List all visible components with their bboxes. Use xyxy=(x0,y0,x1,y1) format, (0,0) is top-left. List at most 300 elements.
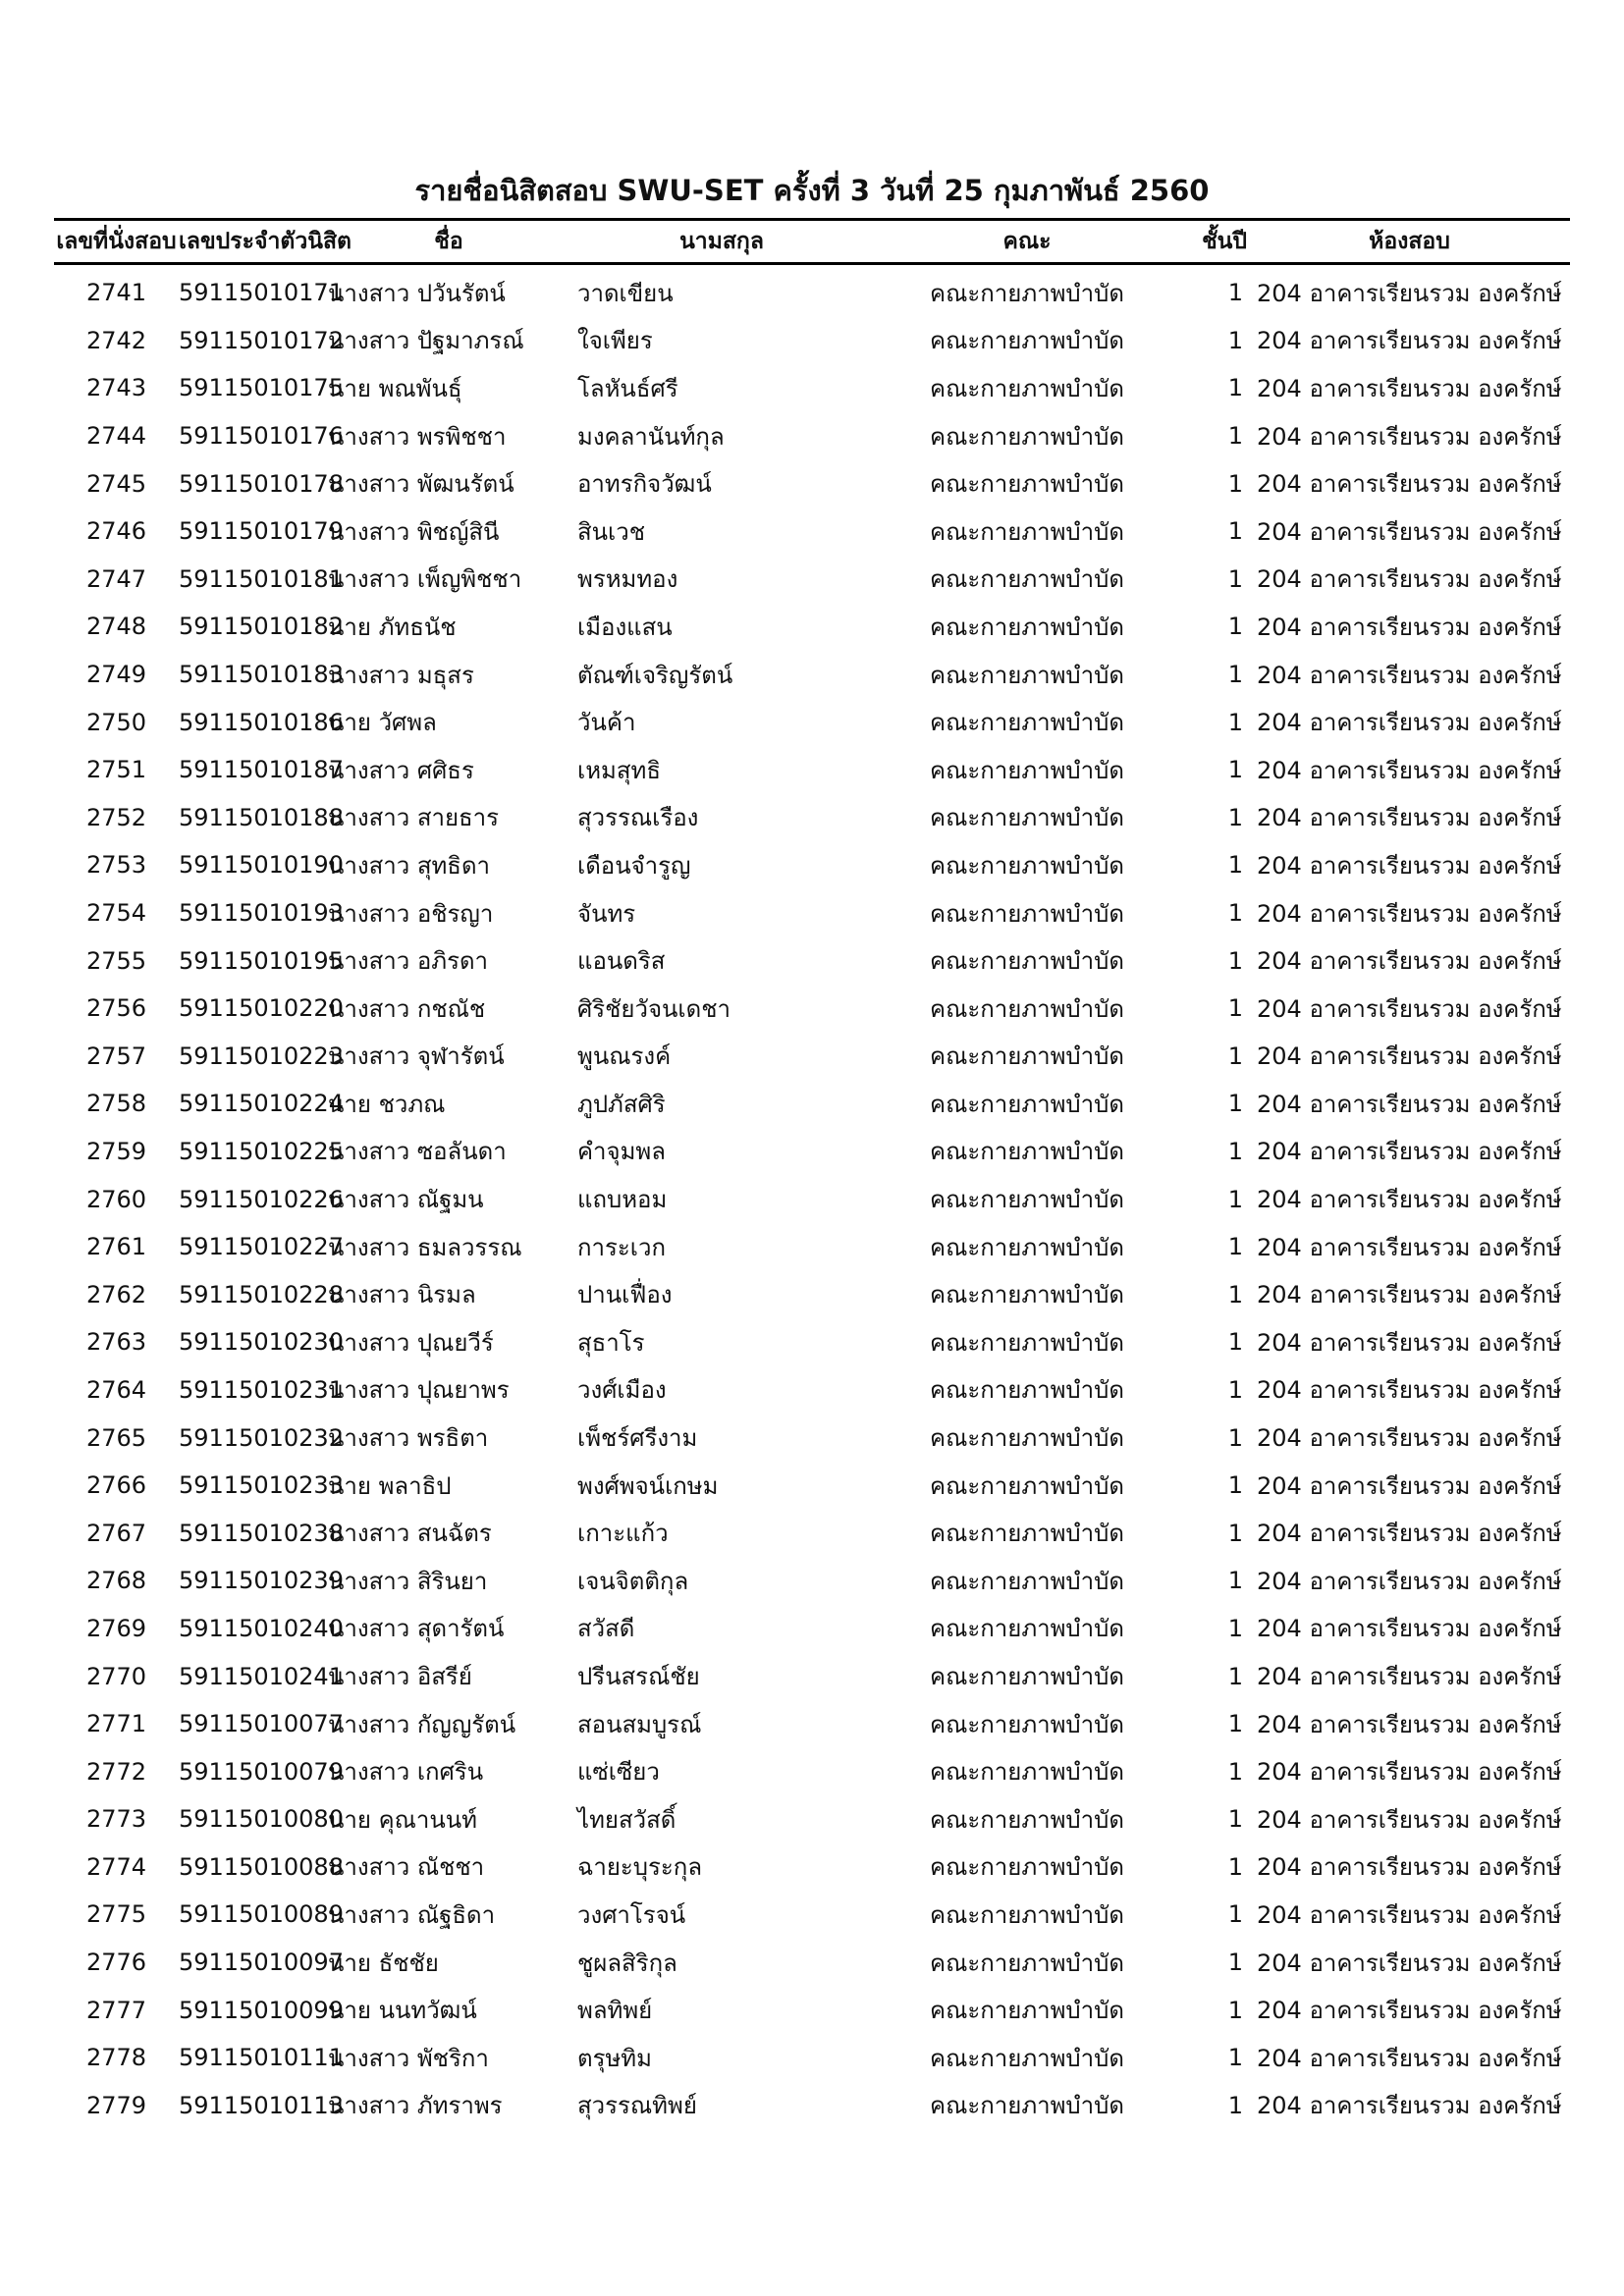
faculty-cell: คณะกายภาพบำบัด xyxy=(930,1615,1124,1643)
year-cell: 1 xyxy=(1227,994,1243,1023)
seat-number-cell: 2769 xyxy=(85,1614,147,1642)
first-name-cell: นาย คุณานนท์ xyxy=(328,1805,478,1834)
year-cell: 1 xyxy=(1227,279,1243,307)
table-row xyxy=(54,507,1570,556)
year-cell: 1 xyxy=(1227,1423,1243,1452)
surname-cell: วงศ์เมือง xyxy=(577,1376,667,1405)
year-cell: 1 xyxy=(1227,469,1243,498)
seat-number-cell: 2778 xyxy=(85,2044,147,2072)
faculty-cell: คณะกายภาพบำบัด xyxy=(930,1471,1124,1500)
student-id-cell: 59115010089 xyxy=(179,1900,344,1929)
student-id-cell: 59115010226 xyxy=(179,1185,344,1213)
faculty-cell: คณะกายภาพบำบัด xyxy=(930,661,1124,689)
table-row xyxy=(54,1223,1570,1271)
seat-number-cell: 2757 xyxy=(85,1041,147,1070)
seat-number-cell: 2767 xyxy=(85,1519,147,1547)
faculty-cell: คณะกายภาพบำบัด xyxy=(930,2044,1124,2072)
exam-room-cell: 204 อาคารเรียนรวม องครักษ์ xyxy=(1257,1900,1562,1929)
faculty-cell: คณะกายภาพบำบัด xyxy=(930,565,1124,594)
year-cell: 1 xyxy=(1227,1949,1243,1977)
faculty-cell: คณะกายภาพบำบัด xyxy=(930,994,1124,1023)
surname-cell: เพ็ชร์ศรีงาม xyxy=(577,1424,698,1453)
surname-cell: ตรุษทิม xyxy=(577,2044,652,2072)
faculty-cell: คณะกายภาพบำบัด xyxy=(930,1900,1124,1929)
student-id-cell: 59115010172 xyxy=(179,326,344,354)
surname-cell: สอนสมบูรณ์ xyxy=(577,1710,702,1738)
surname-cell: ภูปภัสศิริ xyxy=(577,1090,666,1118)
student-id-cell: 59115010193 xyxy=(179,899,344,928)
seat-number-cell: 2753 xyxy=(85,851,147,880)
seat-number-cell: 2746 xyxy=(85,517,147,546)
faculty-cell: คณะกายภาพบำบัด xyxy=(930,709,1124,737)
first-name-cell: นางสาว จุฬารัตน์ xyxy=(328,1042,505,1071)
student-id-cell: 59115010077 xyxy=(179,1710,344,1738)
year-cell: 1 xyxy=(1227,1137,1243,1165)
student-id-cell: 59115010181 xyxy=(179,564,344,593)
year-cell: 1 xyxy=(1227,422,1243,451)
table-row xyxy=(54,889,1570,937)
seat-number-cell: 2773 xyxy=(85,1805,147,1834)
faculty-cell: คณะกายภาพบำบัด xyxy=(930,1090,1124,1118)
page-title: รายชื่อนิสิตสอบ SWU-SET ครั้งที่ 3 วันที่ 25 กุมภาพันธ์ 2560 xyxy=(414,174,1210,207)
exam-room-cell: 204 อาคารเรียนรวม องครักษ์ xyxy=(1257,661,1562,689)
first-name-cell: นางสาว สุดารัตน์ xyxy=(328,1615,505,1643)
seat-number-cell: 2768 xyxy=(85,1567,147,1595)
table-row xyxy=(54,1270,1570,1318)
first-name-cell: นางสาว มธุสร xyxy=(328,661,474,689)
faculty-cell: คณะกายภาพบำบัด xyxy=(930,851,1124,880)
seat-number-cell: 2760 xyxy=(85,1185,147,1213)
first-name-cell: นางสาว ปวันรัตน์ xyxy=(328,279,506,307)
exam-room-cell: 204 อาคารเรียนรวม องครักษ์ xyxy=(1257,1090,1562,1118)
year-cell: 1 xyxy=(1227,1710,1243,1738)
surname-cell: เดือนจำรูญ xyxy=(577,851,691,880)
exam-room-cell: 204 อาคารเรียนรวม องครักษ์ xyxy=(1257,1663,1562,1691)
surname-cell: พลทิพย์ xyxy=(577,1997,653,2025)
student-id-cell: 59115010171 xyxy=(179,279,344,307)
faculty-cell: คณะกายภาพบำบัด xyxy=(930,279,1124,307)
year-cell: 1 xyxy=(1227,613,1243,641)
student-id-cell: 59115010111 xyxy=(179,2044,344,2072)
seat-number-cell: 2756 xyxy=(85,994,147,1023)
table-row xyxy=(54,1033,1570,1081)
surname-cell: พูนณรงค์ xyxy=(577,1042,672,1071)
faculty-cell: คณะกายภาพบำบัด xyxy=(930,1042,1124,1071)
year-cell: 1 xyxy=(1227,1375,1243,1404)
first-name-cell: นางสาว อชิรญา xyxy=(328,899,494,928)
seat-number-cell: 2750 xyxy=(85,708,147,736)
year-cell: 1 xyxy=(1227,1233,1243,1261)
first-name-cell: นางสาว ภัทราพร xyxy=(328,2092,503,2120)
seat-number-cell: 2761 xyxy=(85,1233,147,1261)
header-year: ชั้นปี xyxy=(1184,220,1249,264)
faculty-cell: คณะกายภาพบำบัด xyxy=(930,1853,1124,1882)
student-id-cell: 59115010188 xyxy=(179,803,344,831)
first-name-cell: นางสาว ธมลวรรณ xyxy=(328,1233,522,1261)
exam-room-cell: 204 อาคารเรียนรวม องครักษ์ xyxy=(1257,374,1562,402)
first-name-cell: นางสาว ณัฐมน xyxy=(328,1186,484,1214)
year-cell: 1 xyxy=(1227,1900,1243,1929)
faculty-cell: คณะกายภาพบำบัด xyxy=(930,1567,1124,1595)
student-id-cell: 59115010228 xyxy=(179,1280,344,1308)
first-name-cell: นางสาว สนฉัตร xyxy=(328,1520,492,1548)
table-row xyxy=(54,1509,1570,1557)
year-cell: 1 xyxy=(1227,517,1243,546)
seat-number-cell: 2764 xyxy=(85,1375,147,1404)
exam-room-cell: 204 อาคารเรียนรวม องครักษ์ xyxy=(1257,1567,1562,1595)
exam-roster-table xyxy=(54,218,1570,2129)
table-row xyxy=(54,1795,1570,1843)
student-id-cell: 59115010227 xyxy=(179,1233,344,1261)
student-id-cell: 59115010179 xyxy=(179,517,344,546)
exam-room-cell: 204 อาคารเรียนรวม องครักษ์ xyxy=(1257,422,1562,451)
year-cell: 1 xyxy=(1227,851,1243,880)
exam-room-cell: 204 อาคารเรียนรวม องครักษ์ xyxy=(1257,756,1562,784)
surname-cell: ศิริชัยวัจนเดชา xyxy=(577,994,731,1023)
year-cell: 1 xyxy=(1227,1996,1243,2024)
faculty-cell: คณะกายภาพบำบัด xyxy=(930,1186,1124,1214)
student-id-cell: 59115010175 xyxy=(179,374,344,402)
faculty-cell: คณะกายภาพบำบัด xyxy=(930,422,1124,451)
year-cell: 1 xyxy=(1227,946,1243,975)
year-cell: 1 xyxy=(1227,1852,1243,1881)
surname-cell: สุวรรณทิพย์ xyxy=(577,2092,697,2120)
seat-number-cell: 2758 xyxy=(85,1090,147,1118)
faculty-cell: คณะกายภาพบำบัด xyxy=(930,1281,1124,1309)
exam-room-cell: 204 อาคารเรียนรวม องครักษ์ xyxy=(1257,1805,1562,1834)
faculty-cell: คณะกายภาพบำบัด xyxy=(930,804,1124,832)
table-row xyxy=(54,1318,1570,1366)
exam-room-cell: 204 อาคารเรียนรวม องครักษ์ xyxy=(1257,1186,1562,1214)
first-name-cell: นางสาว ณัชชา xyxy=(328,1853,485,1882)
faculty-cell: คณะกายภาพบำบัด xyxy=(930,470,1124,499)
seat-number-cell: 2747 xyxy=(85,564,147,593)
surname-cell: วงศาโรจน์ xyxy=(577,1900,686,1929)
year-cell: 1 xyxy=(1227,2044,1243,2072)
exam-room-cell: 204 อาคารเรียนรวม องครักษ์ xyxy=(1257,1949,1562,1977)
exam-room-cell: 204 อาคารเรียนรวม องครักษ์ xyxy=(1257,947,1562,976)
exam-room-cell: 204 อาคารเรียนรวม องครักษ์ xyxy=(1257,1424,1562,1453)
header-seat-number: เลขที่นั่งสอบ xyxy=(54,220,179,264)
year-cell: 1 xyxy=(1227,2091,1243,2119)
faculty-cell: คณะกายภาพบำบัด xyxy=(930,1663,1124,1691)
faculty-cell: คณะกายภาพบำบัด xyxy=(930,613,1124,641)
surname-cell: ไทยสวัสดิ์ xyxy=(577,1805,677,1834)
faculty-cell: คณะกายภาพบำบัด xyxy=(930,517,1124,546)
student-id-cell: 59115010230 xyxy=(179,1328,344,1357)
student-id-cell: 59115010088 xyxy=(179,1852,344,1881)
table-row xyxy=(54,459,1570,507)
year-cell: 1 xyxy=(1227,803,1243,831)
year-cell: 1 xyxy=(1227,326,1243,354)
seat-number-cell: 2759 xyxy=(85,1137,147,1165)
faculty-cell: คณะกายภาพบำบัด xyxy=(930,1376,1124,1405)
seat-number-cell: 2744 xyxy=(85,422,147,451)
student-id-cell: 59115010220 xyxy=(179,994,344,1023)
exam-room-cell: 204 อาคารเรียนรวม องครักษ์ xyxy=(1257,470,1562,499)
surname-cell: จันทร xyxy=(577,899,636,928)
table-row xyxy=(54,1128,1570,1176)
surname-cell: พรหมทอง xyxy=(577,565,678,594)
seat-number-cell: 2762 xyxy=(85,1280,147,1308)
seat-number-cell: 2749 xyxy=(85,661,147,689)
table-row xyxy=(54,2082,1570,2130)
faculty-cell: คณะกายภาพบำบัด xyxy=(930,374,1124,402)
seat-number-cell: 2751 xyxy=(85,756,147,784)
table-row xyxy=(54,1652,1570,1700)
student-id-cell: 59115010232 xyxy=(179,1423,344,1452)
faculty-cell: คณะกายภาพบำบัด xyxy=(930,2092,1124,2120)
seat-number-cell: 2745 xyxy=(85,469,147,498)
first-name-cell: นาย ธัชชัย xyxy=(328,1949,439,1977)
seat-number-cell: 2754 xyxy=(85,899,147,928)
exam-room-cell: 204 อาคารเรียนรวม องครักษ์ xyxy=(1257,1328,1562,1357)
first-name-cell: นางสาว ปุณยวีร์ xyxy=(328,1328,494,1357)
table-row xyxy=(54,1700,1570,1748)
seat-number-cell: 2742 xyxy=(85,326,147,354)
first-name-cell: นาย พลาธิป xyxy=(328,1471,452,1500)
header-exam-room: ห้องสอบ xyxy=(1249,220,1570,264)
first-name-cell: นางสาว กัญญรัตน์ xyxy=(328,1710,516,1738)
first-name-cell: นาย พณพันธุ์ xyxy=(328,374,462,402)
faculty-cell: คณะกายภาพบำบัด xyxy=(930,1997,1124,2025)
table-row xyxy=(54,651,1570,699)
seat-number-cell: 2743 xyxy=(85,374,147,402)
surname-cell: สินเวช xyxy=(577,517,646,546)
table-row xyxy=(54,317,1570,365)
first-name-cell: นางสาว สิรินยา xyxy=(328,1567,488,1595)
surname-cell: สวัสดี xyxy=(577,1615,635,1643)
first-name-cell: นางสาว พรธิตา xyxy=(328,1424,489,1453)
table-row xyxy=(54,746,1570,794)
exam-room-cell: 204 อาคารเรียนรวม องครักษ์ xyxy=(1257,1758,1562,1787)
student-id-cell: 59115010225 xyxy=(179,1137,344,1165)
surname-cell: ฉายะบุระกุล xyxy=(577,1853,703,1882)
seat-number-cell: 2770 xyxy=(85,1662,147,1690)
faculty-cell: คณะกายภาพบำบัด xyxy=(930,1710,1124,1738)
seat-number-cell: 2776 xyxy=(85,1949,147,1977)
table-row xyxy=(54,698,1570,746)
surname-cell: ปานเฟื่อง xyxy=(577,1281,673,1309)
table-row xyxy=(54,936,1570,985)
student-id-cell: 59115010233 xyxy=(179,1471,344,1500)
surname-cell: พงศ์พจน์เกษม xyxy=(577,1471,719,1500)
student-id-cell: 59115010190 xyxy=(179,851,344,880)
exam-room-cell: 204 อาคารเรียนรวม องครักษ์ xyxy=(1257,1853,1562,1882)
table-row xyxy=(54,1414,1570,1462)
surname-cell: คำจุมพล xyxy=(577,1138,666,1166)
surname-cell: เหมสุทธิ xyxy=(577,756,661,784)
surname-cell: ตัณฑ์เจริญรัตน์ xyxy=(577,661,733,689)
student-id-cell: 59115010231 xyxy=(179,1375,344,1404)
header-faculty: คณะ xyxy=(870,220,1184,264)
table-row xyxy=(54,1747,1570,1795)
year-cell: 1 xyxy=(1227,1614,1243,1642)
first-name-cell: นางสาว ซอลันดา xyxy=(328,1138,507,1166)
first-name-cell: นาย นนทวัฒน์ xyxy=(328,1997,477,2025)
surname-cell: อาทรกิจวัฒน์ xyxy=(577,470,712,499)
surname-cell: ใจเพียร xyxy=(577,327,653,355)
first-name-cell: นางสาว ณัฐธิดา xyxy=(328,1900,496,1929)
surname-cell: โลหันธ์ศรี xyxy=(577,374,678,402)
seat-number-cell: 2771 xyxy=(85,1710,147,1738)
student-id-cell: 59115010186 xyxy=(179,708,344,736)
student-id-cell: 59115010187 xyxy=(179,756,344,784)
table-row xyxy=(54,603,1570,651)
seat-number-cell: 2779 xyxy=(85,2091,147,2119)
surname-cell: ชูผลสิริกุล xyxy=(577,1949,677,1977)
table-row xyxy=(54,1843,1570,1892)
seat-number-cell: 2741 xyxy=(85,279,147,307)
exam-room-cell: 204 อาคารเรียนรวม องครักษ์ xyxy=(1257,1042,1562,1071)
faculty-cell: คณะกายภาพบำบัด xyxy=(930,947,1124,976)
table-row xyxy=(54,1986,1570,2034)
surname-cell: เมืองแสน xyxy=(577,613,673,641)
student-id-cell: 59115010079 xyxy=(179,1757,344,1786)
student-id-cell: 59115010183 xyxy=(179,661,344,689)
exam-room-cell: 204 อาคารเรียนรวม องครักษ์ xyxy=(1257,2092,1562,2120)
faculty-cell: คณะกายภาพบำบัด xyxy=(930,756,1124,784)
year-cell: 1 xyxy=(1227,374,1243,402)
first-name-cell: นาย ชวภณ xyxy=(328,1090,446,1118)
student-id-cell: 59115010240 xyxy=(179,1614,344,1642)
seat-number-cell: 2774 xyxy=(85,1852,147,1881)
year-cell: 1 xyxy=(1227,708,1243,736)
first-name-cell: นางสาว อิสรีย์ xyxy=(328,1663,472,1691)
exam-room-cell: 204 อาคารเรียนรวม องครักษ์ xyxy=(1257,851,1562,880)
year-cell: 1 xyxy=(1227,1328,1243,1357)
table-row xyxy=(54,412,1570,460)
student-id-cell: 59115010239 xyxy=(179,1567,344,1595)
table-row xyxy=(54,1175,1570,1223)
seat-number-cell: 2765 xyxy=(85,1423,147,1452)
faculty-cell: คณะกายภาพบำบัด xyxy=(930,899,1124,928)
exam-room-cell: 204 อาคารเรียนรวม องครักษ์ xyxy=(1257,1710,1562,1738)
faculty-cell: คณะกายภาพบำบัด xyxy=(930,1233,1124,1261)
first-name-cell: นางสาว พัฒนรัตน์ xyxy=(328,470,514,499)
table-row xyxy=(54,841,1570,889)
faculty-cell: คณะกายภาพบำบัด xyxy=(930,1520,1124,1548)
table-row xyxy=(54,1462,1570,1510)
first-name-cell: นางสาว เกศริน xyxy=(328,1758,484,1787)
first-name-cell: นางสาว พิชญ์สินี xyxy=(328,517,500,546)
first-name-cell: นาย วัศพล xyxy=(328,709,437,737)
table-row xyxy=(54,1080,1570,1128)
student-id-cell: 59115010195 xyxy=(179,946,344,975)
first-name-cell: นางสาว พัชริกา xyxy=(328,2044,489,2072)
exam-room-cell: 204 อาคารเรียนรวม องครักษ์ xyxy=(1257,1471,1562,1500)
exam-room-cell: 204 อาคารเรียนรวม องครักษ์ xyxy=(1257,327,1562,355)
exam-room-cell: 204 อาคารเรียนรวม องครักษ์ xyxy=(1257,2044,1562,2072)
year-cell: 1 xyxy=(1227,899,1243,928)
first-name-cell: นางสาว ปัฐมาภรณ์ xyxy=(328,327,524,355)
faculty-cell: คณะกายภาพบำบัด xyxy=(930,1805,1124,1834)
student-id-cell: 59115010099 xyxy=(179,1996,344,2024)
surname-cell: การะเวก xyxy=(577,1233,666,1261)
year-cell: 1 xyxy=(1227,1805,1243,1834)
table-row xyxy=(54,1366,1570,1415)
first-name-cell: นางสาว สุทธิดา xyxy=(328,851,491,880)
seat-number-cell: 2748 xyxy=(85,613,147,641)
exam-room-cell: 204 อาคารเรียนรวม องครักษ์ xyxy=(1257,565,1562,594)
first-name-cell: นางสาว พรพิชชา xyxy=(328,422,507,451)
year-cell: 1 xyxy=(1227,1519,1243,1547)
first-name-cell: นางสาว สายธาร xyxy=(328,804,500,832)
year-cell: 1 xyxy=(1227,564,1243,593)
first-name-cell: นางสาว ศศิธร xyxy=(328,756,474,784)
year-cell: 1 xyxy=(1227,1280,1243,1308)
exam-room-cell: 204 อาคารเรียนรวม องครักษ์ xyxy=(1257,899,1562,928)
table-row xyxy=(54,1939,1570,1987)
surname-cell: แซ่เซียว xyxy=(577,1758,660,1787)
exam-room-cell: 204 อาคารเรียนรวม องครักษ์ xyxy=(1257,1520,1562,1548)
year-cell: 1 xyxy=(1227,756,1243,784)
year-cell: 1 xyxy=(1227,1757,1243,1786)
surname-cell: วาดเขียน xyxy=(577,279,674,307)
first-name-cell: นางสาว อภิรดา xyxy=(328,947,489,976)
first-name-cell: นางสาว กชณัช xyxy=(328,994,486,1023)
exam-room-cell: 204 อาคารเรียนรวม องครักษ์ xyxy=(1257,804,1562,832)
surname-cell: แถบหอม xyxy=(577,1186,668,1214)
year-cell: 1 xyxy=(1227,1090,1243,1118)
exam-room-cell: 204 อาคารเรียนรวม องครักษ์ xyxy=(1257,1138,1562,1166)
seat-number-cell: 2752 xyxy=(85,803,147,831)
exam-room-cell: 204 อาคารเรียนรวม องครักษ์ xyxy=(1257,613,1562,641)
surname-cell: เจนจิตติกุล xyxy=(577,1567,689,1595)
first-name-cell: นาย ภัทธนัช xyxy=(328,613,457,641)
student-id-cell: 59115010080 xyxy=(179,1805,344,1834)
faculty-cell: คณะกายภาพบำบัด xyxy=(930,1949,1124,1977)
faculty-cell: คณะกายภาพบำบัด xyxy=(930,1138,1124,1166)
year-cell: 1 xyxy=(1227,1041,1243,1070)
table-header-row xyxy=(54,220,1570,264)
year-cell: 1 xyxy=(1227,1471,1243,1500)
surname-cell: สุธาโร xyxy=(577,1328,645,1357)
surname-cell: แอนดริส xyxy=(577,947,666,976)
table-row xyxy=(54,556,1570,604)
year-cell: 1 xyxy=(1227,1567,1243,1595)
exam-room-cell: 204 อาคารเรียนรวม องครักษ์ xyxy=(1257,1615,1562,1643)
student-id-cell: 59115010178 xyxy=(179,469,344,498)
exam-room-cell: 204 อาคารเรียนรวม องครักษ์ xyxy=(1257,1997,1562,2025)
roster-body xyxy=(54,264,1570,2130)
year-cell: 1 xyxy=(1227,1662,1243,1690)
student-id-cell: 59115010182 xyxy=(179,613,344,641)
seat-number-cell: 2763 xyxy=(85,1328,147,1357)
first-name-cell: นางสาว ปุณยาพร xyxy=(328,1376,510,1405)
student-id-cell: 59115010113 xyxy=(179,2091,344,2119)
table-row xyxy=(54,794,1570,842)
seat-number-cell: 2775 xyxy=(85,1900,147,1929)
exam-room-cell: 204 อาคารเรียนรวม องครักษ์ xyxy=(1257,1233,1562,1261)
seat-number-cell: 2766 xyxy=(85,1471,147,1500)
student-id-cell: 59115010176 xyxy=(179,422,344,451)
header-student-id: เลขประจำตัวนิสิต xyxy=(179,220,324,264)
table-row xyxy=(54,1557,1570,1605)
faculty-cell: คณะกายภาพบำบัด xyxy=(930,1758,1124,1787)
surname-cell: สุวรรณเรือง xyxy=(577,804,699,832)
surname-cell: วันค้า xyxy=(577,709,636,737)
exam-room-cell: 204 อาคารเรียนรวม องครักษ์ xyxy=(1257,709,1562,737)
seat-number-cell: 2777 xyxy=(85,1996,147,2024)
exam-room-cell: 204 อาคารเรียนรวม องครักษ์ xyxy=(1257,1281,1562,1309)
header-surname: นามสกุล xyxy=(573,220,870,264)
student-id-cell: 59115010238 xyxy=(179,1519,344,1547)
faculty-cell: คณะกายภาพบำบัด xyxy=(930,1424,1124,1453)
student-id-cell: 59115010097 xyxy=(179,1949,344,1977)
table-row xyxy=(54,364,1570,412)
surname-cell: เกาะแก้ว xyxy=(577,1520,669,1548)
